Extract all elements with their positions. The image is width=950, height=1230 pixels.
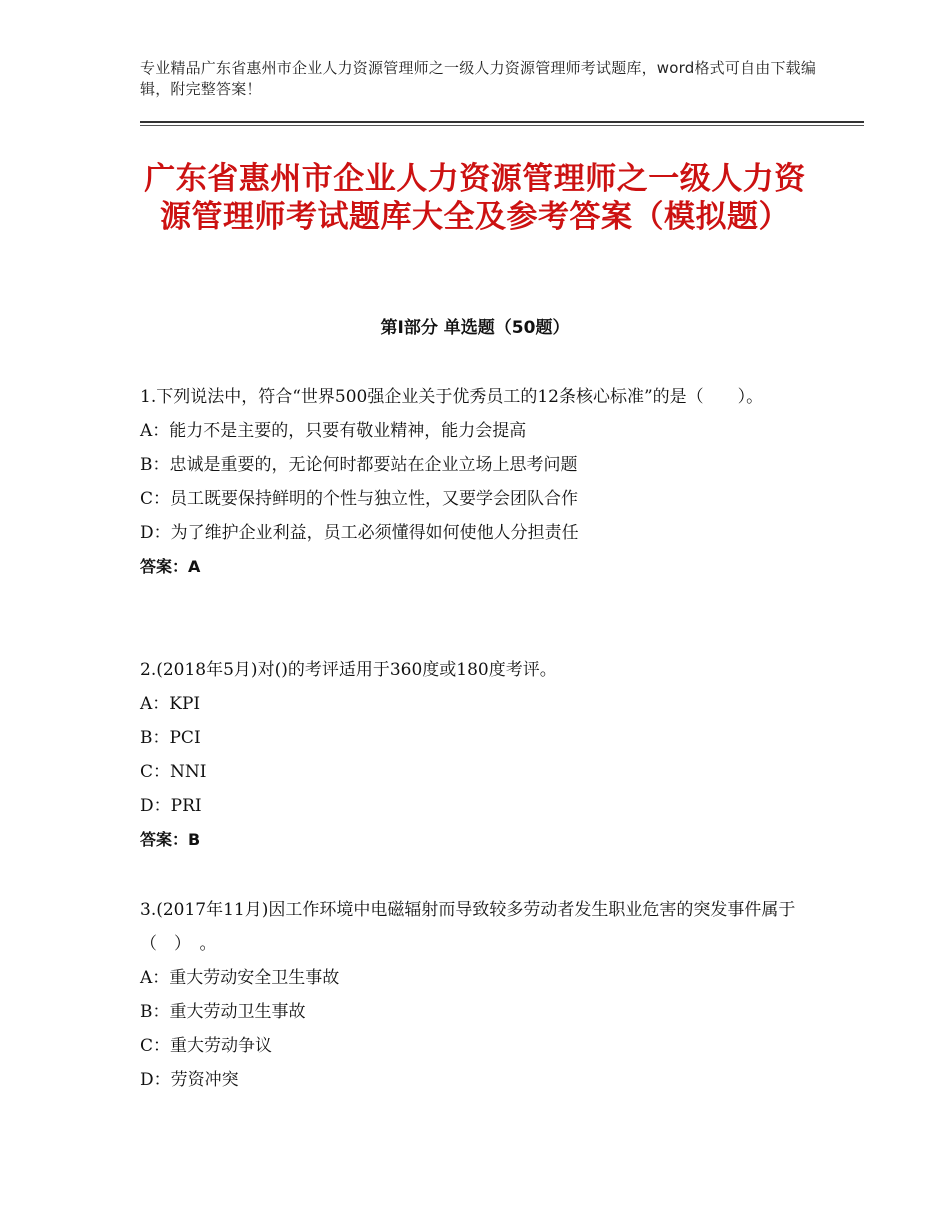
option-d: D：劳资冲突 (140, 1070, 239, 1090)
option-d: D：为了维护企业利益，员工必须懂得如何使他人分担责任 (140, 523, 579, 543)
option-a: A：重大劳动安全卫生事故 (140, 968, 340, 988)
section-title: 第Ⅰ部分 单选题（50题） (380, 318, 570, 338)
question-1 (140, 380, 800, 584)
question-3 (140, 893, 800, 1097)
answer: 答案：B (140, 830, 201, 849)
header-note: 专业精品广东省惠州市企业人力资源管理师之一级人力资源管理师考试题库，word格式可自由下载编辑，附完整答案！ (140, 59, 817, 98)
header-rule-thin (140, 125, 864, 126)
option-b: B：PCI (140, 728, 201, 748)
question-stem: 3.(2017年11月)因工作环境中电磁辐射而导致较多劳动者发生职业危害的突发事件属于（ ） 。 (140, 900, 796, 954)
option-d: D：PRI (140, 796, 202, 816)
header-rule-thick (140, 121, 864, 123)
option-c: C：员工既要保持鲜明的个性与独立性，又要学会团队合作 (140, 489, 579, 509)
option-c: C：重大劳动争议 (140, 1036, 273, 1056)
answer: 答案：A (140, 557, 201, 576)
option-a: A：KPI (140, 694, 201, 714)
option-b: B：重大劳动卫生事故 (140, 1002, 306, 1022)
option-a: A：能力不是主要的，只要有敬业精神，能力会提高 (140, 421, 527, 441)
option-b: B：忠诚是重要的，无论何时都要站在企业立场上思考问题 (140, 455, 578, 475)
document-title: 广东省惠州市企业人力资源管理师之一级人力资源管理师考试题库大全及参考答案（模拟题） (144, 161, 806, 235)
question-2 (140, 653, 800, 857)
question-stem: 2.(2018年5月)对()的考评适用于360度或180度考评。 (140, 660, 557, 680)
option-c: C：NNI (140, 762, 207, 782)
question-stem: 1.下列说法中，符合“世界500强企业关于优秀员工的12条核心标准”的是（ ）。 (140, 387, 764, 407)
